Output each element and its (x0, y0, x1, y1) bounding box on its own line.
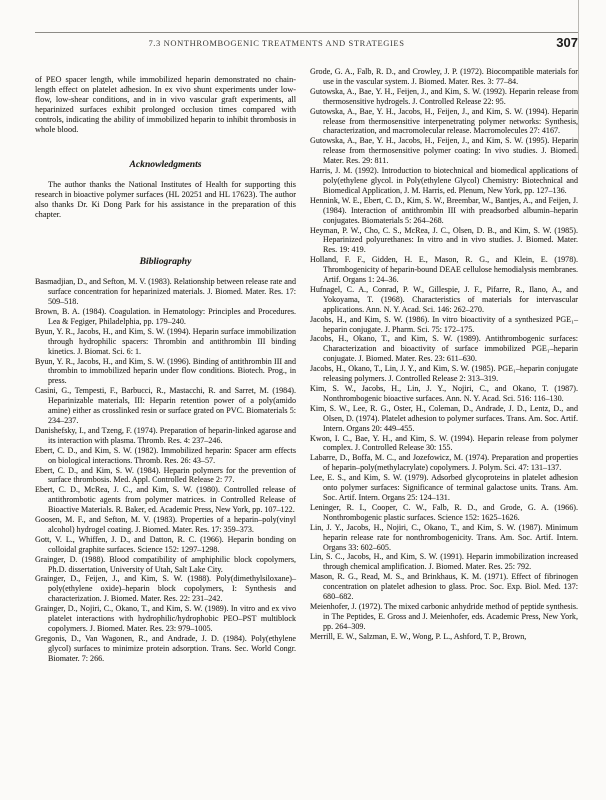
bibliography-entry: Leninger, R. I., Cooper, C. W., Falb, R. D., and Grode, G. A. (1966). Nonthrombogenic plastic surfaces. Science 152: 1625–1626. (310, 502, 578, 522)
bibliography-entry: Kim, S. W., Jacobs, H., Lin, J. Y., Nojiri, C., and Okano, T. (1987). Nonthrombogenic bioactive surfaces. Ann. N. Y. Acad. Sci. 516: 116–130. (310, 384, 578, 403)
bibliography-entry: Heyman, P. W., Cho, C. S., McRea, J. C., Olsen, D. B., and Kim, S. W. (1985). Heparinized polyurethanes: In vitro and in vivo studies. J. Biomed. Mater. Res. 19: 419. (310, 225, 578, 255)
bibliography-entry: Jacobs, H., Okano, T., Lin, J. Y., and Kim, S. W. (1985). PGE₁–heparin conjugate releasing polymers. J. Controlled Release 2: 313–319. (310, 364, 578, 384)
bibliography-entry: Goosen, M. F., and Sefton, M. V. (1983). Properties of a heparin–poly(vinyl alcohol) hydrogel coating. J. Biomed. Mater. Res. 17: 359–373. (35, 515, 296, 534)
acknowledgments-heading: Acknowledgments (129, 159, 202, 171)
bibliography-entry: Merrill, E. W., Salzman, E. W., Wong, P. L., Ashford, T. P., Brown, (310, 631, 527, 641)
bibliography-entry: Ebert, C. D., and Kim, S. W. (1982). Immobilized heparin: Spacer arm effects on biological interactions. Thromb. Res. 26: 43–57. (35, 445, 296, 465)
bibliography-entry: Meienhofer, J. (1972). The mixed carbonic anhydride method of peptide synthesis. in The Peptides, E. Gross and J. Meienhofer, eds. Academic Press, New York, pp. 264–309. (310, 601, 578, 631)
bibliography-entry: Hennink, W. E., Ebert, C. D., Kim, S. W., Breembar, W., Bantjes, A., and Feijen, J. (1984). Interaction of antithrombin III with preadsorbed albumin–heparin conjugates. Biomaterials 5: 264–268. (310, 195, 578, 225)
bibliography-entry: Gott, V. L., Whiffen, J. D., and Datton, R. C. (1966). Heparin bonding on colloidal graphite surfaces. Science 152: 1297–1298. (35, 534, 296, 554)
bibliography-entry: Gregonis, D., Van Wagonen, R., and Andrade, J. D. (1984). Poly(ethylene glycol) surfaces to minimize protein adsorption. Trans. Sec. World Congr. Biomater. 7: 266. (35, 633, 296, 663)
bibliography-entry: Ebert, C. D., and Kim, S. W. (1984). Heparin polymers for the prevention of surface thrombosis. Med. Appl. Controlled Release 2: 77. (35, 465, 296, 485)
bibliography-entry: Brown, B. A. (1984). Coagulation. in Hematology: Principles and Procedures. Lea & Fegiger, Philadelphia, pp. 179–240. (35, 307, 296, 326)
bibliography-entry: Holland, F. F., Gidden, H. E., Mason, R. G., and Klein, E. (1978). Thrombogenicity of heparin-bound DEAE cellulose hemodialysis membranes. Artif. Organs 1: 24–36. (310, 255, 578, 285)
page-content (35, 20, 578, 664)
scan-edge-line (578, 0, 579, 160)
bibliography-entry: Mason, R. G., Read, M. S., and Brinkhaus, K. M. (1971). Effect of fibrinogen concentration on platelet adhesion to glass. Proc. Soc. Exp. Biol. Med. 137: 680–682. (310, 572, 578, 602)
page-number: 307 (556, 35, 578, 50)
right-column (310, 67, 578, 664)
running-head-title: 7.3 NONTHROMBOGENIC TREATMENTS AND STRATEGIES (148, 38, 405, 48)
running-head (35, 35, 578, 57)
bibliography-entry: Lin, J. Y., Jacobs, H., Nojiri, C., Okano, T., and Kim, S. W. (1987). Minimum heparin release rate for nonthrombogenicity. Trans. Am. Soc. Artif. Intern. Organs 33: 602–605. (310, 522, 578, 552)
bibliography-entry: Hufnagel, C. A., Conrad, P. W., Gillespie, J. F., Pifarre, R., Ilano, A., and Yokoyama, T. (1968). Characteristics of materials for intervascular applications. Ann. N. Y. Acad. Sci. 146: 262–270. (310, 284, 578, 314)
bibliography-entry: Jacobs, H., and Kim, S. W. (1986). In vitro bioactivity of a synthesized PGE₁–heparin conjugate. J. Pharm. Sci. 75: 172–175. (310, 314, 578, 334)
bibliography-entry: Harris, J. M. (1992). Introduction to biotechnical and biomedical applications of poly(ethylene glycol. in Poly(ethylene Glycol) Chemistry: Biotechnical and Biomedical Application, J. M. Harris, ed. Plenum, New York, pp. 127–136. (310, 166, 578, 195)
bibliography-entry: Lin, S. C., Jacobs, H., and Kim, S. W. (1991). Heparin immobilization increased through chemical amplification. J. Biomed. Mater. Res. 25: 792. (310, 552, 578, 572)
bibliography-entry: Grainger, D., Feijen, J., and Kim, S. W. (1988). Poly(dimethylsiloxane)–poly(ethylene oxide)–heparin block copolymers, I: Synthesis and characterization. J. Biomed. Mater. Res. 22: 231–242. (35, 574, 296, 604)
bibliography-entry: Kim, S. W., Lee, R. G., Oster, H., Coleman, D., Andrade, J. D., Lentz, D., and Olsen, D. (1974). Platelet adhesion to polymer surfaces. Trans. Am. Soc. Artif. Intern. Organs 20: 449–455. (310, 403, 578, 433)
two-column-text (35, 67, 578, 664)
bibliography-entry: Kwon, I. C., Bae, Y. H., and Kim, S. W. (1994). Heparin release from polymer complex. J. Controlled Release 30: 155. (310, 433, 578, 453)
bibliography-column-right (310, 67, 578, 642)
bibliography-entry: Grainger, D. (1988). Blood compatibility of amphiphilic block copolymers, Ph.D. dissertation, University of Utah, Salt Lake City. (35, 554, 296, 574)
bibliography-entry: Jacobs, H., Okano, T., and Kim, S. W. (1989). Antithrombogenic surfaces: Characterization and bioactivity of surface immobilized PGE₁–heparin conjugate. J. Biomed. Mater. Res. 23: 611–630. (310, 334, 578, 364)
bibliography-entry: Byun, Y. R., Jacobs, H., and Kim, S. W. (1996). Binding of antithrombin III and thrombin to immobilized heparin under flow conditions. Biotech. Prog., in press. (35, 356, 296, 386)
bibliography-entry: Grainger, D., Nojiri, C., Okano, T., and Kim, S. W. (1989). In vitro and ex vivo platelet interactions with hydrophilic/hydrophobic PEO–PST multiblock copolymers. J. Biomed. Mater. Res. 23: 979–1005. (35, 604, 296, 634)
bibliography-entry: Casini, G., Tempesti, F., Barbucci, R., Mastacchi, R. and Sarret, M. (1984). Heparinizable materials, III: Heparin retention power of a poly(amido amine) either as crosslinked resin or surface grated on PVC. Biomaterials 5: 234–237. (35, 386, 296, 425)
bibliography-entry: Gutowska, A., Bae, Y. H., Feijen, J., and Kim, S. W. (1992). Heparin release from thermosensitive hydrogels. J. Controlled Release 22: 95. (310, 86, 578, 106)
body-continuation-paragraph: of PEO spacer length, while immobilized heparin demonstrated no chain-length effect on platelet adhesion. In ex vivo shunt experiments under low-flow, low-shear conditions, and in in vivo vascular graft experiments, all heparinized surfaces exhibit prolonged occlusion times compared with controls, indicating the ability of immobilized heparin to inhibit thrombosis in whole blood. (35, 75, 296, 135)
bibliography-entry: Basmadjian, D., and Sefton, M. V. (1983). Relationship between release rate and surface concentration for heparinized materials. J. Biomed. Mater. Res. 17: 509–518. (35, 277, 296, 307)
bibliography-entry: Ebert, C. D., McRea, J. C., and Kim, S. W. (1980). Controlled release of antithrombotic agents from polymer matrices. in Controlled Release of Bioactive Materials. R. Baker, ed. Academic Press, New York, pp. 107–122. (35, 485, 296, 515)
bibliography-column-left (35, 277, 296, 663)
bibliography-entry: Grode, G. A., Falb, R. D., and Crowley, J. P. (1972). Biocompatible materials for use in the vascular system. J. Biomed. Mater. Res. 3: 77–84. (310, 67, 578, 86)
bibliography-entry: Gutowska, A., Bae, Y. H., Jacobs, H., Feijen, J., and Kim, S. W. (1995). Heparin release from thermosensitive polymer coating: In vivo studies. J. Biomed. Mater. Res. 29: 811. (310, 136, 578, 166)
bibliography-entry: Lee, E. S., and Kim, S. W. (1979). Adsorbed glycoproteins in platelet adhesion onto polymer surfaces: Significance of terminal galactose units. Trans. Am. Soc. Artif. Intern. Organs 25: 124–131. (310, 473, 578, 502)
left-column (35, 67, 296, 664)
bibliography-entry: Byun, Y. R., Jacobs, H., and Kim, S. W. (1994). Heparin surface immobilization through hydrophilic spacers: Thrombin and antithrombin III binding kinetics. J. Biomat. Sci. 6: 1. (35, 326, 296, 356)
header-rule (35, 32, 578, 33)
acknowledgments-text: The author thanks the National Institutes of Health for supporting this research in bioactive polymer surfaces (HL 20251 and HL 17623). The author also thanks Dr. Ki Dong Park for his assistance in the preparation of this chapter. (35, 180, 296, 220)
bibliography-heading: Bibliography (139, 256, 192, 268)
bibliography-entry: Gutowska, A., Bae, Y. H., Jacobs, H., Feijen, J., and Kim, S. W. (1994). Heparin release from thermosensitive interpenetrating polymer networks: Synthesis, characterization, and macromolecular release. Macromolecules 27: 4167. (310, 106, 578, 136)
bibliography-entry: Danishefsky, I., and Tzeng, F. (1974). Preparation of heparin-linked agarose and its interaction with plasma. Thromb. Res. 4: 237–246. (35, 425, 296, 445)
bibliography-entry: Labarre, D., Boffa, M. C., and Jozefowicz, M. (1974). Preparation and properties of heparin–poly(methylacrylate) copolymers. J. Polym. Sci. 47: 131–137. (310, 453, 578, 473)
